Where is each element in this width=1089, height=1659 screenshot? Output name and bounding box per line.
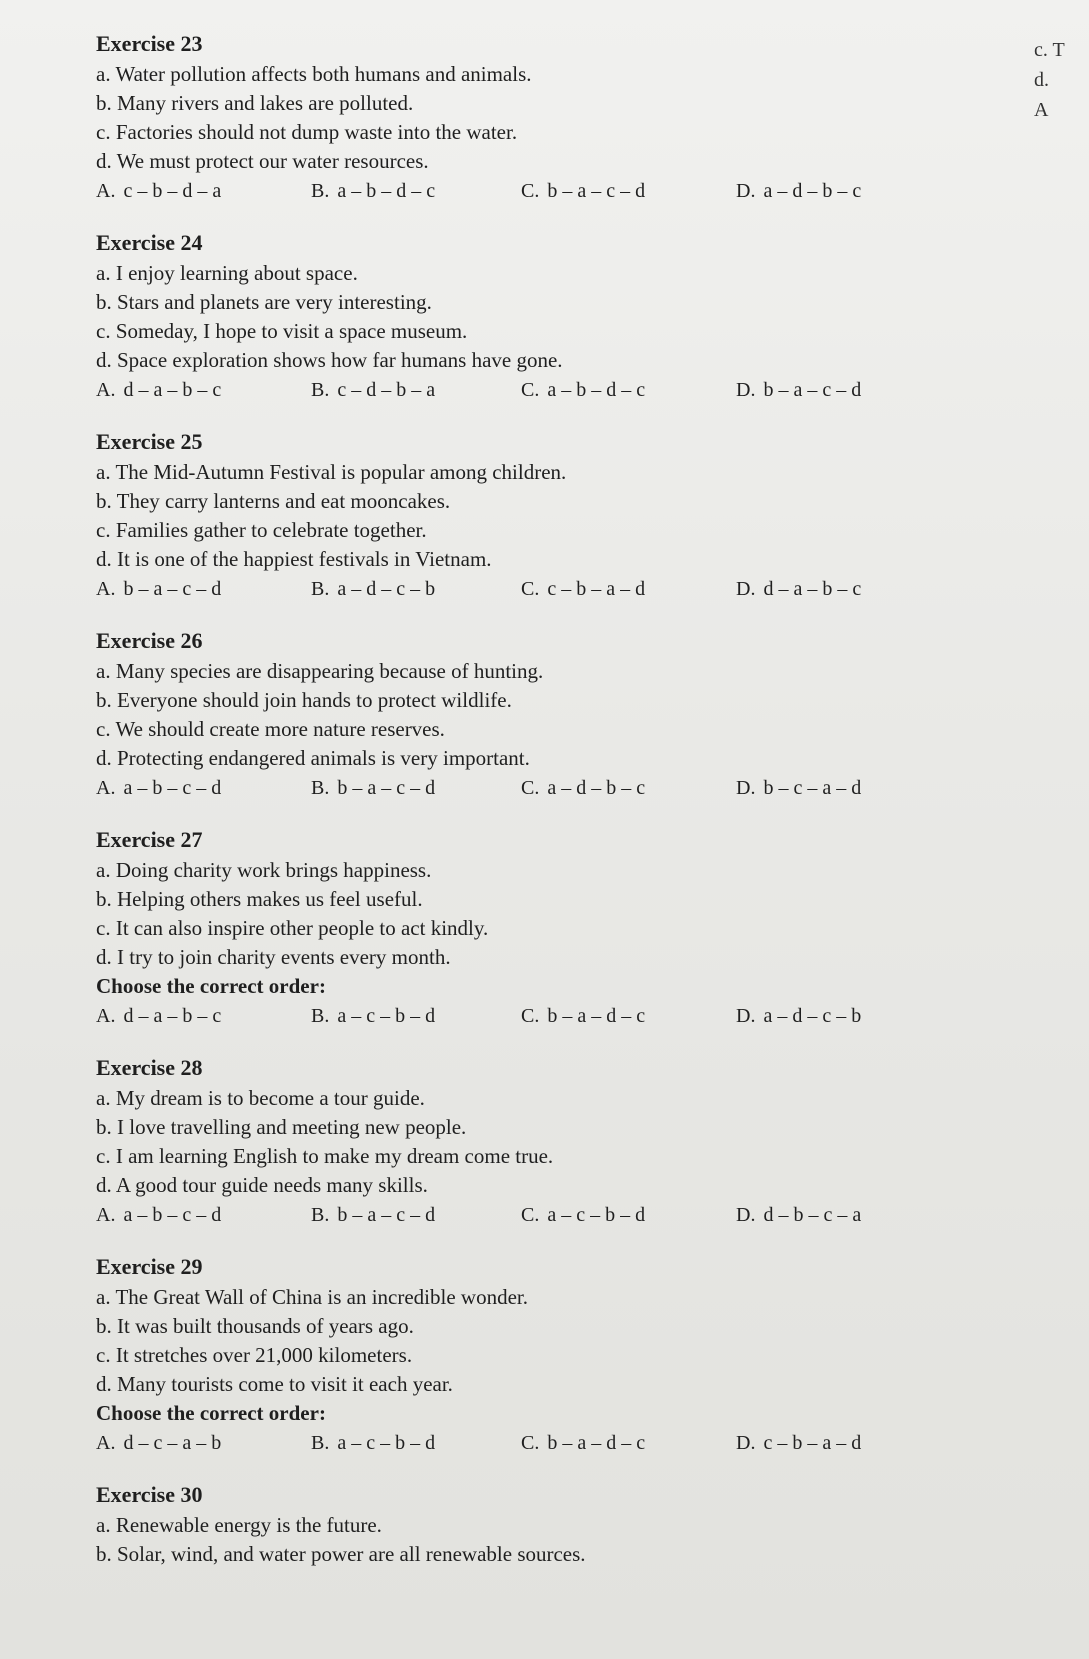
exercise-title: Exercise 30: [96, 1482, 203, 1507]
option-value: d – a – b – c: [123, 379, 222, 401]
option-value: a – c – b – d: [337, 1005, 436, 1027]
option-key: B.: [311, 1204, 330, 1226]
option-key: C.: [521, 180, 540, 202]
option-value: a – d – c – b: [337, 578, 436, 600]
option-key: C.: [521, 1432, 540, 1454]
answer-options: [96, 177, 996, 205]
sentence-d: d. We must protect our water resources.: [96, 149, 429, 173]
sentence-a: a. Many species are disappearing because of hunting.: [96, 659, 544, 683]
option-d[interactable]: [736, 1201, 906, 1229]
right-edge-fragments: [1034, 35, 1089, 125]
option-value: a – d – b – c: [547, 777, 646, 799]
option-a[interactable]: [96, 376, 311, 404]
option-key: C.: [521, 379, 540, 401]
exercise-title: Exercise 28: [96, 1055, 203, 1080]
choose-order-prompt: Choose the correct order:: [96, 974, 326, 998]
sentence-c: c. Factories should not dump waste into the water.: [96, 120, 518, 144]
option-value: b – a – d – c: [547, 1005, 646, 1027]
exercise-title: Exercise 26: [96, 628, 203, 653]
option-a[interactable]: [96, 1002, 311, 1030]
option-key: B.: [311, 180, 330, 202]
sentence-a: a. My dream is to become a tour guide.: [96, 1086, 425, 1110]
option-b[interactable]: [311, 1201, 521, 1229]
sentence-a: a. The Mid-Autumn Festival is popular among children.: [96, 460, 567, 484]
option-value: d – a – b – c: [123, 1005, 222, 1027]
option-a[interactable]: [96, 575, 311, 603]
sentence-a: a. I enjoy learning about space.: [96, 261, 358, 285]
answer-options: [96, 1201, 996, 1229]
sentence-b: b. Helping others makes us feel useful.: [96, 887, 423, 911]
option-value: b – a – d – c: [547, 1432, 646, 1454]
option-b[interactable]: [311, 376, 521, 404]
answer-options: [96, 774, 996, 802]
option-value: a – b – c – d: [123, 1204, 222, 1226]
option-c[interactable]: [521, 774, 736, 802]
option-key: C.: [521, 578, 540, 600]
exercise-30: [96, 1481, 996, 1569]
option-a[interactable]: [96, 1201, 311, 1229]
sentence-c: c. We should create more nature reserves.: [96, 717, 445, 741]
option-c[interactable]: [521, 575, 736, 603]
option-key: A.: [96, 379, 116, 401]
option-c[interactable]: [521, 1002, 736, 1030]
exercise-29: [96, 1253, 996, 1457]
sentence-d: d. Many tourists come to visit it each year.: [96, 1372, 453, 1396]
option-d[interactable]: [736, 774, 906, 802]
option-c[interactable]: [521, 1429, 736, 1457]
option-key: D.: [736, 379, 756, 401]
option-b[interactable]: [311, 774, 521, 802]
option-value: c – b – d – a: [123, 180, 222, 202]
sentence-d: d. I try to join charity events every month.: [96, 945, 451, 969]
sentence-b: b. Solar, wind, and water power are all renewable sources.: [96, 1542, 586, 1566]
exercise-title: Exercise 29: [96, 1254, 203, 1279]
option-key: A.: [96, 1204, 116, 1226]
option-key: D.: [736, 1204, 756, 1226]
option-a[interactable]: [96, 1429, 311, 1457]
exercise-25: [96, 428, 996, 603]
option-d[interactable]: [736, 1429, 906, 1457]
sentence-b: b. It was built thousands of years ago.: [96, 1314, 414, 1338]
option-value: a – b – c – d: [123, 777, 222, 799]
option-key: B.: [311, 1005, 330, 1027]
option-c[interactable]: [521, 1201, 736, 1229]
sentence-b: b. Stars and planets are very interesting.: [96, 290, 432, 314]
option-d[interactable]: [736, 177, 906, 205]
exercise-24: [96, 229, 996, 404]
option-key: B.: [311, 777, 330, 799]
option-b[interactable]: [311, 575, 521, 603]
answer-options: [96, 1002, 996, 1030]
option-value: a – b – d – c: [337, 180, 436, 202]
option-key: D.: [736, 180, 756, 202]
sentence-c: c. It can also inspire other people to act kindly.: [96, 916, 489, 940]
option-key: A.: [96, 180, 116, 202]
option-value: c – b – a – d: [547, 578, 646, 600]
exercise-list: [96, 30, 996, 1593]
sentence-d: d. It is one of the happiest festivals in Vietnam.: [96, 547, 492, 571]
option-a[interactable]: [96, 774, 311, 802]
answer-options: [96, 575, 996, 603]
option-c[interactable]: [521, 376, 736, 404]
exercise-title: Exercise 24: [96, 230, 203, 255]
option-value: d – a – b – c: [763, 578, 862, 600]
option-b[interactable]: [311, 1429, 521, 1457]
option-key: C.: [521, 777, 540, 799]
sentence-a: a. Renewable energy is the future.: [96, 1513, 382, 1537]
option-key: A.: [96, 1005, 116, 1027]
option-value: a – c – b – d: [337, 1432, 436, 1454]
edge-fragment: A: [1034, 99, 1049, 121]
exercise-title: Exercise 27: [96, 827, 203, 852]
option-key: D.: [736, 777, 756, 799]
sentence-b: b. I love travelling and meeting new people.: [96, 1115, 467, 1139]
option-value: a – d – b – c: [763, 180, 862, 202]
answer-options: [96, 1429, 996, 1457]
option-value: b – c – a – d: [763, 777, 862, 799]
sentence-a: a. Doing charity work brings happiness.: [96, 858, 432, 882]
edge-fragment: d.: [1034, 69, 1049, 91]
option-a[interactable]: [96, 177, 311, 205]
option-key: D.: [736, 1005, 756, 1027]
exercise-title: Exercise 23: [96, 31, 203, 56]
exercise-28: [96, 1054, 996, 1229]
option-value: a – c – b – d: [547, 1204, 646, 1226]
option-value: b – a – c – d: [337, 1204, 436, 1226]
sentence-d: d. Space exploration shows how far humans have gone.: [96, 348, 563, 372]
option-value: c – d – b – a: [337, 379, 436, 401]
sentence-c: c. Families gather to celebrate together.: [96, 518, 427, 542]
answer-options: [96, 376, 996, 404]
option-value: a – d – c – b: [763, 1005, 862, 1027]
option-key: B.: [311, 379, 330, 401]
option-value: d – c – a – b: [123, 1432, 222, 1454]
option-key: D.: [736, 1432, 756, 1454]
option-value: c – b – a – d: [763, 1432, 862, 1454]
option-key: B.: [311, 1432, 330, 1454]
option-d[interactable]: [736, 1002, 906, 1030]
sentence-c: c. I am learning English to make my dream come true.: [96, 1144, 554, 1168]
option-key: C.: [521, 1204, 540, 1226]
sentence-c: c. It stretches over 21,000 kilometers.: [96, 1343, 413, 1367]
option-d[interactable]: [736, 575, 906, 603]
choose-order-prompt: Choose the correct order:: [96, 1401, 326, 1425]
option-value: b – a – c – d: [123, 578, 222, 600]
option-b[interactable]: [311, 177, 521, 205]
option-value: b – a – c – d: [547, 180, 646, 202]
sentence-a: a. Water pollution affects both humans and animals.: [96, 62, 532, 86]
sentence-b: b. They carry lanterns and eat mooncakes.: [96, 489, 451, 513]
option-key: D.: [736, 578, 756, 600]
option-value: d – b – c – a: [763, 1204, 862, 1226]
option-key: A.: [96, 777, 116, 799]
sentence-a: a. The Great Wall of China is an incredible wonder.: [96, 1285, 528, 1309]
option-key: A.: [96, 1432, 116, 1454]
exercise-26: [96, 627, 996, 802]
sentence-d: d. A good tour guide needs many skills.: [96, 1173, 428, 1197]
option-d[interactable]: [736, 376, 906, 404]
option-value: b – a – c – d: [337, 777, 436, 799]
sentence-b: b. Many rivers and lakes are polluted.: [96, 91, 414, 115]
option-key: A.: [96, 578, 116, 600]
option-b[interactable]: [311, 1002, 521, 1030]
option-value: a – b – d – c: [547, 379, 646, 401]
option-key: B.: [311, 578, 330, 600]
option-c[interactable]: [521, 177, 736, 205]
exercise-23: [96, 30, 996, 205]
sentence-b: b. Everyone should join hands to protect wildlife.: [96, 688, 512, 712]
edge-fragment: c. T: [1034, 39, 1065, 61]
option-value: b – a – c – d: [763, 379, 862, 401]
option-key: C.: [521, 1005, 540, 1027]
exercise-27: [96, 826, 996, 1030]
sentence-d: d. Protecting endangered animals is very important.: [96, 746, 530, 770]
sentence-c: c. Someday, I hope to visit a space museum.: [96, 319, 468, 343]
exercise-title: Exercise 25: [96, 429, 203, 454]
